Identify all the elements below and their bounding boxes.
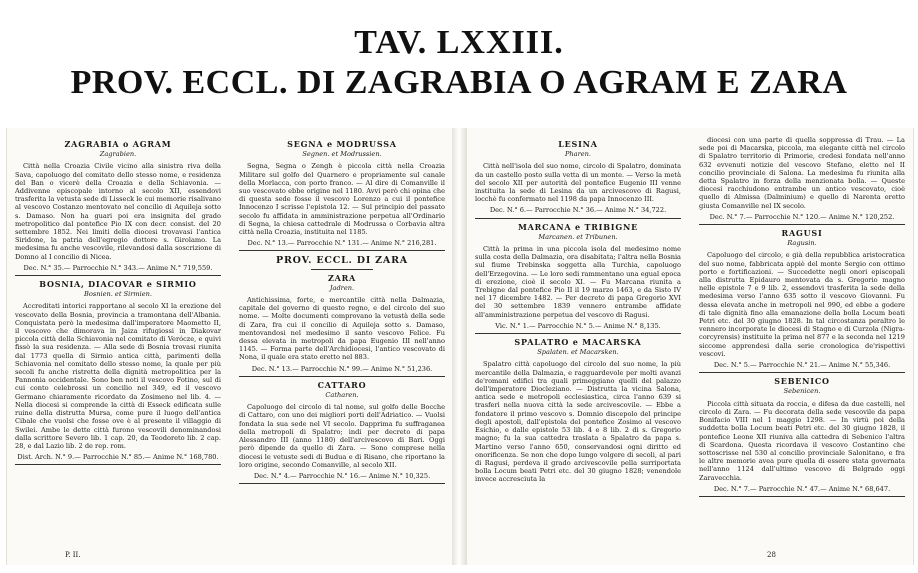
rule [239, 376, 445, 377]
plate-title: PROV. ECCL. DI ZAGRABIA O AGRAM E ZARA [70, 64, 848, 101]
rule [239, 483, 445, 484]
page-number-left: P. II. [65, 551, 81, 559]
diocese-latin-name: Ragusin. [787, 239, 817, 248]
diocese-statistics: Dec. N.° 35.— Parrocchie N.° 343.— Anime N.° 719,559. [23, 263, 213, 272]
diocese-description: Spalatro città capoluogo del circolo del suo nome, la più mercantile della Dalmazia, e ragguardevole per molti avanzi de'romani edifici tra quali primeggiano quelli del palazzo dell'imperatore Diocleziano. — Distrutta la vicina Salona, antica sede e metropoli ecclesiastica, circa l'anno 639 si trasferì nella nuova città la sede arcivescovile. — Ebbe a fondatore il primo vescovo s. Domnio discepolo del principe degli apostoli, dall'epistola del pontefice Zosimo al vescovo Esichio, e dalle epistole 53 lib. 4 e 8 lib. 2 di s. Gregorio magno; fu la sua cattedra traslata a Spalatro da papa s. Martino verso l'anno 650, conservandosi ogni diritto ed onorificenza. Se non che dopo lungo volgere di secoli, al pari di Ragusi, perdeva il grado arcivescovile pella surriportata bolla Locum beati Petri etc. del 30 giugno 1828; venendole invece accresciuta la [475, 360, 681, 484]
plate-number: TAV. LXXIII. [354, 24, 564, 61]
rule [15, 275, 221, 276]
rule [699, 224, 905, 225]
rule [15, 464, 221, 465]
diocese-statistics: Dec. N.° 7.— Parrocchie N.° 120.— Anime N.° 120,252. [709, 212, 895, 221]
diocese-statistics: Dec. N.° 7.— Parrocchie N.° 47.— Anime N.° 68,647. [713, 484, 891, 493]
column-1 [15, 136, 221, 468]
diocese-heading: ZAGRABIA o AGRAM [64, 139, 172, 149]
diocese-heading: ZARA [327, 272, 357, 283]
rule [475, 333, 681, 334]
diocese-heading: SPALATRO e MACARSKA [514, 337, 642, 348]
diocese-latin-name: Segnen. et Modrussien. [302, 150, 382, 159]
diocese-heading: MARCANA e TRIBIGNE [518, 221, 638, 232]
diocese-statistics: Dec. N.° 13.— Parrocchie N.° 131.— Anime N.° 216,281. [247, 239, 437, 248]
diocese-description: diocesi con una parte di quella soppressa di Trau. — La sede poi di Macarska, piccola, ma elegante città nel circolo di Spalatro territorio di Primorie, credesi fondata nell'anno 632 evvenuti notizie del vescovo Stefano, eletto nel II concilio provinciale di Salona. La medesima fu riunita alla detta Spalatro in forza della menzionata bolla. — Queste diocesi racchiudono entrambe un antico vescovato, cioè quello di Almissa (Dalminium) e quello di Narenta eretto giusta Comanville nel IX secolo. [699, 136, 905, 210]
column-2 [239, 136, 445, 487]
diocese-latin-name: Spalaten. et Macarsken. [537, 348, 619, 357]
diocese-statistics: Dec. N.° 13.— Parrocchie N.° 99.— Anime N.° 51,236. [251, 364, 433, 373]
rule [699, 496, 905, 497]
diocese-heading: PROV. ECCL. DI ZARA [276, 255, 408, 267]
rule [239, 250, 445, 251]
rule [311, 269, 373, 270]
diocese-heading: SEBENICO [774, 376, 830, 387]
column-4 [699, 136, 905, 500]
left-page [6, 128, 454, 565]
diocese-statistics: Dec. N.° 4.— Parrocchie N.° 16.— Anime N.° 10,325. [253, 471, 431, 480]
diocese-latin-name: Catharen. [325, 391, 359, 400]
diocese-description: Città la prima in una piccola isola del medesimo nome sulla costa della Dalmazia, ora disabitata; l'altra nella Bosnia sul fiume Trebinska soggetta alla Turchia, capoluogo dell'Erzegovina. — Le loro sedi rammentano una egual epoca di erezione, cioè il secolo XI. — Fu Marcana riunita a Trebigne dal pontefice Pio II il 19 marzo 1463, e da Sisto IV nel 17 dicembre 1482. — Per decreto di papa Gregorio XVI del 30 settembre 1839 vennero entrambe affidate all'amministrazione perpetua del vescovo di Ragusi. [475, 245, 681, 319]
diocese-statistics: Dec. N.° 6.— Parrocchie N.° 36.— Anime N.° 34,722. [489, 206, 667, 215]
diocese-statistics: Dec. N.° 5.— Parrocchie N.° 21.— Anime N.° 55,346. [713, 361, 891, 370]
diocese-description: Segna, Segna o Zengh è piccola città nella Croazia Militare sul golfo del Quarnero e propriamente sul canale della Morlacca, con porto franco. — Al dire di Comanville il suo vescovato ebbe origine nel 1180. Avvi però chi opina che di questa sede fosse il vescovo Lorenzo a cui il pontefice Innocenzo I scrisse l'epistola 12. — Sul principio del passato secolo fu affidata in amministrazione perpetua all'Ordinario di Segna, la chiesa cattedrale di Modrussa o Corbavia altra città nella Croazia, instituita nel 1185. [239, 162, 445, 237]
diocese-description: Capoluogo del circolo, e già della repubblica aristocratica del suo nome, fabbricata appiè del monte Sergio con ottimo porto e fortificazioni. — Succedette negli onori episcopali alla distrutta Epidauro mentovata da s. Gregorio magno nelle epistole 7 e 9 lib. 2, essendovi trasferita la sede della medesima verso l'anno 635 sotto il vescovo Giovanni. Fu dessa elevata anche in metropoli nel 990, ed ebbe a godere di tale dignità fino alla emanazione della bolla Locum beati Petri etc. del 30 giugno 1828. In tal circostanza peraltro le vennero incorporate le diocesi di Stagno e di Curzola (Nigra-corcyrensis) instituite la prima nel 877 e la seconda nel 1219 siccome apprendesi dalla serie cronologica de'rispettivi vescovi. [699, 251, 905, 358]
diocese-statistics: Vic. N.° 1.— Parrocchie N.° 5.— Anime N.° 8,135. [495, 321, 661, 330]
diocese-latin-name: Pharen. [564, 150, 591, 159]
diocese-description: Città nell'isola del suo nome, circolo di Spalatro, dominata da un castello posto sulla vetta di un monte. — Verso la metà del secolo XII per autorità del pontefice Eugenio III venne instituita la sede di Lesina da un arcivescovo di Ragusi, locchè fu confermato nel 1198 da papa Innocenzo III. [475, 162, 681, 204]
rule [699, 372, 905, 373]
column-3 [475, 136, 681, 486]
diocese-heading: BOSNIA, DIACOVAR e SIRMIO [39, 279, 197, 290]
diocese-description: Città nella Croazia Civile vicino alla sinistra riva della Sava, capoluogo del comitato dello stesso nome, e residenza del Ban o vicerè della Croazia e della Schiavonia. — Addivenne episcopale intorno al secolo XII, essendovi trasferita la vetusta sede di Lisseck le cui memorie risalivano al vescovo Costanzo mentovato nel concilio di Aquileja sotto s. Damaso. Non ha guari poi era insignita del grado metropolitico dal pontefice Pio IX con decr. consist. del 20 settembre 1852. Nei limiti della diocesi trovavasi l'antica Siridone, la patria dell'egregio dottore s. Girolamo. La medesima fu anche vescovile, rilevandosi dalla soscrizione di Domno al I concilio di Nicea. [15, 162, 221, 261]
diocese-latin-name: Marcanen. et Tribunen. [538, 232, 618, 241]
diocese-latin-name: Jadren. [329, 283, 355, 292]
diocese-description: Piccola città situata da roccia, e difesa da due castelli, nel circolo di Zara. — Fu decorata della sede vescovile da papa Bonifacio VIII nel 1 maggio 1298. — In virtù poi della suddetta bolla Locum beati Petri etc. del 30 giugno 1828, il pontefice Leone XII riuniva alla cattedra di Sebenico l'altra di Scardona. Questa ricordava il vescovo Costantino che sottoscrisse nel 530 al concilio provinciale Salonitano, e fra le altre memorie avea pure quella di essere stata governata nell'anno 1124 dall'ultimo vescovo di Belgrado oggi Zaravecchia. [699, 399, 905, 482]
diocese-heading: SEGNA e MODRUSSA [287, 139, 397, 149]
rule [475, 218, 681, 219]
diocese-latin-name: Sebenicen. [783, 387, 821, 396]
diocese-statistics: Dist. Arch. N.° 9.— Parrocchie N.° 85.— Anime N.° 168,780. [17, 453, 219, 462]
diocese-description: Accreditati intorici rapportano al secolo XI la erezione del vescovato della Bosnia, provincia a tramontana dell'Albania. Conquistata però la medesima dall'imperatore Maometto II, il vescovo che dimorava in Jaiza rifugiossi in Diakovar piccola città della Schiavonia nel comitato di Verócze, e quivi fissò la sua residenza. — Alla sede di Bosnia trovasi riunita dal 1773 quella di Sirmio antica città, parimenti della Schiavonia nel comitato dello stesso nome, la quale per più secoli fu anche ristretta della dignità metropolitica per la Pannonia occidentale. Sono ben noti il vescovo Fotino, sul di cui conto celebrossi un concilio nel 349, ed il vescovo Germano chiaramente ricordato da Zosimeno nel lib. 4. — Nella diocesi si comprende la città di Esseck edificata sulle ruine della distrutta Mursa, come pure il luogo dell'antica Cibale che vuolsi che fosse ove è al presente il villaggio di Swilei. Ambe le dette città furono vescovili denominandosi dalla scrittore Severo lib. 1 cap. 20, da Teodoreto lib. 2 cap. 28, e dal Lazio lib. 2 de rep. rom. [15, 302, 221, 450]
diocese-latin-name: Bosnien. et Sirmien. [84, 290, 152, 299]
page-number-right: 28 [767, 551, 776, 559]
diocese-latin-name: Zagrabien. [99, 150, 137, 159]
diocese-heading: RAGUSI [781, 228, 823, 239]
right-page [466, 128, 914, 565]
diocese-description: Capoluogo del circolo di tal nome, sul golfo delle Bocche di Cattaro, con uno dei migliori porti dell'Adriatico. — Vuolsi fondata la sua sede nel VI secolo. Dapprima fu suffraganea della metropoli di Spalatro; indi per decreto di papa Alessandro III (anno 1180) dell'arcivescovo di Bari. Oggi però dipende da quello di Zara. — Sono comprese nella diocesi le vetuste sedi di Budua e di Risano, che riportano la loro origine, secondo Comanville, al secolo XII. [239, 403, 445, 469]
diocese-heading: LESINA [558, 139, 598, 149]
diocese-heading: CATTARO [317, 379, 367, 390]
diocese-description: Antichissima, forte, e mercantile città nella Dalmazia, capitale del governo di questo regno, e del circolo del suo nome. — Molte documenti comprovano la vetustà della sede di Zara, fra cui il concilio di Aquileja sotto s. Damaso, mentovandosi nel medesimo il santo vescovo Felice. Fu dessa elevata in metropoli da papa Eugenio III nell'anno 1145. — Forma parte dell'Archidiocesi, l'antico vescovato di Nona, il quale era stato eretto nel 883. [239, 296, 445, 362]
book-gutter [452, 128, 466, 565]
